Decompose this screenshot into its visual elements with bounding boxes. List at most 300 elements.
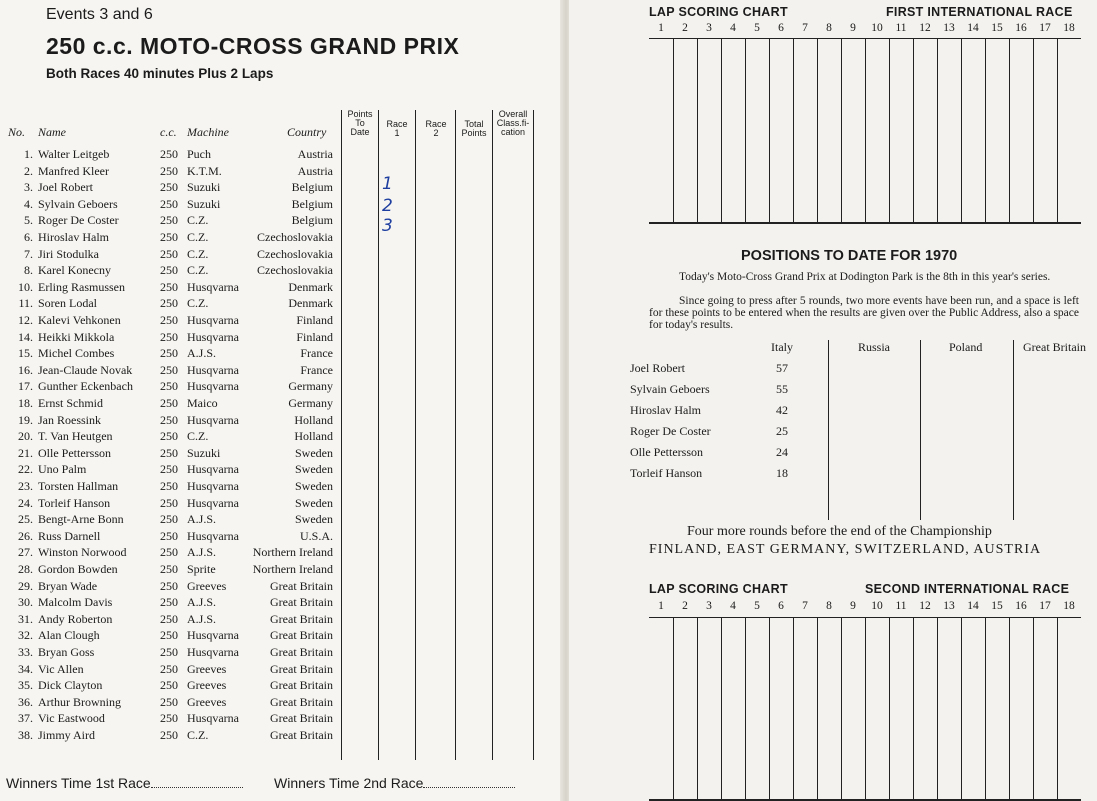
rider-number: 2. [24, 163, 33, 178]
rider-country: Great Britain [270, 645, 333, 659]
rider-country: Denmark [288, 296, 333, 311]
rider-cc: 250 [160, 545, 178, 560]
rider-row [0, 628, 340, 645]
rider-row [0, 247, 340, 264]
rider-machine: Husqvarna [187, 711, 239, 726]
rider-country: Czechoslovakia [257, 246, 333, 261]
winners-time-2nd: Winners Time 2nd Race [274, 775, 515, 791]
lap-number: 18 [1063, 22, 1075, 34]
rider-row [0, 612, 340, 629]
standings-divider [920, 340, 921, 520]
rider-number: 32. [18, 628, 33, 643]
lap-column-divider [721, 38, 722, 222]
rider-row [0, 645, 340, 662]
lap-number: 11 [895, 22, 907, 34]
events-label: Events 3 and 6 [46, 6, 153, 23]
col-race2-header: Race 2 [425, 119, 447, 138]
lap-number: 6 [778, 22, 784, 34]
rider-country: Great Britain [270, 578, 333, 593]
page-title: 250 c.c. MOTO-CROSS GRAND PRIX [46, 33, 460, 59]
lap-column-divider [673, 38, 674, 222]
rider-country: Czechoslovakia [257, 263, 333, 278]
rider-country: Finland [296, 329, 333, 344]
rider-cc: 250 [160, 313, 178, 327]
rider-number: 21. [18, 445, 33, 460]
rider-name: Malcolm Davis [38, 595, 113, 610]
rider-row [0, 695, 340, 712]
rider-name: Erling Rasmussen [38, 279, 125, 294]
rider-row [0, 230, 340, 247]
rider-cc: 250 [160, 711, 178, 726]
lap-column-divider [673, 617, 674, 799]
lap-column-divider [913, 38, 914, 222]
rider-country: U.S.A. [299, 528, 333, 543]
rider-country: Sweden [295, 462, 333, 477]
rider-machine: A.J.S. [187, 512, 217, 527]
rider-name: Olle Pettersson [38, 445, 111, 460]
rider-row [0, 562, 340, 579]
rider-machine: Husqvarna [187, 528, 239, 543]
handwritten-mark: 3 [382, 216, 393, 236]
lap-number: 7 [802, 22, 808, 34]
rider-row [0, 595, 340, 612]
rider-machine: Suzuki [187, 445, 221, 460]
rider-cc: 250 [160, 147, 178, 161]
rider-cc: 250 [160, 462, 178, 477]
rider-row [0, 662, 340, 679]
rider-row [0, 147, 340, 164]
rider-cc: 250 [160, 180, 178, 195]
col-country-header: Country [287, 125, 327, 139]
lap-number: 5 [754, 600, 760, 612]
rider-machine: Greeves [187, 694, 227, 709]
lap-number: 13 [943, 22, 955, 34]
rider-country: Germany [288, 379, 333, 394]
lap-column-divider [745, 38, 746, 222]
rider-machine: Husqvarna [187, 645, 239, 659]
standings-divider [828, 340, 829, 520]
lap-column-divider [1033, 38, 1034, 222]
rider-name: Winston Norwood [38, 545, 127, 560]
lap-number: 13 [943, 600, 955, 612]
rider-name: Torleif Hanson [38, 495, 111, 510]
rider-name: Torsten Hallman [38, 479, 119, 493]
rider-machine: C.Z. [187, 213, 209, 228]
rider-machine: C.Z. [187, 230, 209, 244]
rider-country: Great Britain [270, 711, 333, 726]
rider-machine: C.Z. [187, 263, 209, 278]
rider-row [0, 496, 340, 513]
lap-number: 16 [1015, 600, 1027, 612]
rider-name: Heikki Mikkola [38, 329, 115, 344]
rider-row [0, 579, 340, 596]
rider-cc: 250 [160, 694, 178, 709]
standing-points: 55 [776, 382, 788, 396]
rider-country: Holland [294, 412, 333, 427]
rider-machine: Greeves [187, 678, 227, 693]
rider-number: 25. [18, 512, 33, 527]
rider-name: Soren Lodal [38, 296, 97, 311]
rider-machine: C.Z. [187, 429, 209, 444]
lap-column-divider [865, 38, 866, 222]
rider-cc: 250 [160, 479, 178, 493]
rider-number: 7. [24, 246, 33, 261]
rider-cc: 250 [160, 379, 178, 394]
rider-number: 4. [24, 196, 33, 211]
rider-machine: Husqvarna [187, 628, 239, 643]
rider-name: Alan Clough [38, 628, 100, 643]
lap-number: 14 [967, 600, 979, 612]
rider-name: Manfred Kleer [38, 163, 109, 178]
lap-column-divider [721, 617, 722, 799]
intro-paragraph: Today's Moto-Cross Grand Prix at Dodington Park is the 8th in this year's series. [679, 271, 1051, 283]
standing-name: Torleif Hanson [630, 466, 703, 480]
rider-country: Great Britain [270, 595, 333, 610]
lap-number: 11 [895, 600, 907, 612]
rider-number: 18. [18, 396, 33, 410]
rider-number: 16. [18, 362, 33, 377]
rider-number: 24. [18, 495, 33, 510]
rider-name: Joel Robert [38, 180, 93, 195]
rider-cc: 250 [160, 329, 178, 344]
right-page [569, 0, 1097, 801]
lap-number: 2 [682, 22, 688, 34]
rider-number: 35. [18, 678, 33, 693]
lap-column-divider [793, 38, 794, 222]
handwritten-mark: 1 [382, 174, 393, 194]
rider-name: Uno Palm [38, 462, 87, 477]
lap-number: 18 [1063, 600, 1075, 612]
rider-machine: Husqvarna [187, 412, 239, 427]
lap-number: 7 [802, 600, 808, 612]
lap-column-divider [793, 617, 794, 799]
rider-country: France [300, 346, 333, 361]
rider-row [0, 479, 340, 496]
rider-row [0, 413, 340, 430]
rider-row [0, 363, 340, 380]
rider-name: Gunther Eckenbach [38, 379, 133, 394]
rider-name: Ernst Schmid [38, 396, 103, 410]
rider-cc: 250 [160, 728, 178, 742]
rider-country: Germany [288, 396, 333, 410]
rider-cc: 250 [160, 678, 178, 693]
lap-number: 16 [1015, 22, 1027, 34]
lap-number: 8 [826, 22, 832, 34]
rider-country: Great Britain [270, 678, 333, 693]
rider-name: Michel Combes [38, 346, 115, 361]
standing-name: Joel Robert [630, 361, 685, 375]
rider-number: 30. [18, 595, 33, 610]
rider-country: Great Britain [270, 694, 333, 709]
country-col-russia: Russia [858, 340, 891, 354]
rider-number: 12. [18, 313, 33, 327]
rider-number: 28. [18, 562, 33, 576]
lap-column-divider [985, 617, 986, 799]
country-col-italy: Italy [771, 340, 793, 354]
rider-name: Dick Clayton [38, 678, 103, 693]
rider-row [0, 462, 340, 479]
rider-machine: K.T.M. [187, 163, 222, 178]
rider-country: Sweden [295, 495, 333, 510]
col-overall-header: Overall Class.fi- cation [496, 109, 530, 137]
standing-points: 25 [776, 424, 788, 438]
rider-cc: 250 [160, 246, 178, 261]
standing-points: 57 [776, 361, 788, 375]
lap-column-divider [961, 617, 962, 799]
standing-name: Roger De Coster [630, 424, 711, 438]
rider-name: T. Van Heutgen [38, 429, 113, 444]
rider-country: Great Britain [270, 611, 333, 626]
rider-country: Sweden [295, 479, 333, 493]
rider-row [0, 545, 340, 562]
rider-name: Jimmy Aird [38, 728, 96, 742]
lap-number: 15 [991, 22, 1003, 34]
rider-number: 37. [18, 711, 33, 726]
rider-machine: A.J.S. [187, 595, 217, 610]
rider-row [0, 330, 340, 347]
rider-number: 19. [18, 412, 33, 427]
rider-name: Gordon Bowden [38, 562, 118, 576]
rider-row [0, 263, 340, 280]
rider-row [0, 197, 340, 214]
rider-name: Jiri Stodulka [38, 246, 100, 261]
rider-cc: 250 [160, 346, 178, 361]
rider-cc: 250 [160, 528, 178, 543]
rider-row [0, 280, 340, 297]
rider-row [0, 180, 340, 197]
column-divider [533, 110, 534, 760]
rider-country: Denmark [288, 279, 333, 294]
lap-chart-1-race: FIRST INTERNATIONAL RACE [886, 5, 1073, 19]
col-name-header: Name [38, 125, 66, 139]
col-machine-header: Machine [187, 125, 229, 139]
rider-machine: Husqvarna [187, 313, 239, 327]
lap-number: 9 [850, 22, 856, 34]
rider-machine: C.Z. [187, 246, 209, 261]
rider-cc: 250 [160, 362, 178, 377]
lap-column-divider [817, 617, 818, 799]
rider-number: 11. [18, 296, 33, 311]
rider-cc: 250 [160, 429, 178, 444]
rider-number: 38. [18, 728, 33, 742]
lap-number: 4 [730, 22, 736, 34]
lap-number: 3 [706, 600, 712, 612]
col-cc-header: c.c. [160, 125, 177, 139]
col-race1-header: Race 1 [386, 119, 408, 138]
rider-number: 29. [18, 578, 33, 593]
rider-row [0, 396, 340, 413]
rider-cc: 250 [160, 396, 178, 410]
col-total-points-header: Total Points [461, 119, 487, 138]
rider-country: Holland [294, 429, 333, 444]
rider-name: Bengt-Arne Bonn [38, 512, 124, 527]
rider-name: Vic Eastwood [38, 711, 105, 726]
rider-country: Belgium [291, 196, 333, 211]
rider-name: Kalevi Vehkonen [38, 313, 121, 327]
rider-country: Northern Ireland [252, 562, 333, 576]
rider-number: 10. [18, 279, 33, 294]
rider-row [0, 711, 340, 728]
column-divider [378, 110, 379, 760]
rounds-remaining-text: Four more rounds before the end of the Championship [687, 524, 992, 539]
rider-number: 31. [18, 611, 33, 626]
rider-name: Sylvain Geboers [38, 196, 118, 211]
rider-country: Sweden [295, 445, 333, 460]
rider-row [0, 213, 340, 230]
rider-cc: 250 [160, 645, 178, 659]
rider-cc: 250 [160, 196, 178, 211]
rider-cc: 250 [160, 661, 178, 676]
rider-name: Jean-Claude Novak [38, 362, 133, 377]
rider-cc: 250 [160, 230, 178, 244]
rider-name: Hiroslav Halm [38, 230, 109, 244]
blank-line [151, 775, 243, 788]
lap-number: 3 [706, 22, 712, 34]
standing-name: Hiroslav Halm [630, 403, 701, 417]
lap-number: 1 [658, 22, 664, 34]
rider-country: Belgium [291, 180, 333, 195]
lap-number: 5 [754, 22, 760, 34]
rider-machine: A.J.S. [187, 545, 217, 560]
rider-machine: Suzuki [187, 196, 221, 211]
rider-machine: Husqvarna [187, 279, 239, 294]
lap-column-divider [889, 617, 890, 799]
col-no-header: No. [8, 125, 26, 139]
rider-cc: 250 [160, 512, 178, 527]
lap-number: 4 [730, 600, 736, 612]
lap-number: 12 [919, 600, 931, 612]
standing-name: Sylvain Geboers [630, 382, 710, 396]
rider-row [0, 379, 340, 396]
column-divider [341, 110, 342, 760]
rider-country: Austria [297, 163, 333, 178]
country-col-great-britain: Great Britain [1023, 340, 1086, 354]
rider-machine: Maico [187, 396, 218, 410]
column-divider [415, 110, 416, 760]
rider-name: Arthur Browning [38, 694, 121, 709]
lap-column-divider [745, 617, 746, 799]
blank-line [423, 775, 515, 788]
lap-column-divider [769, 617, 770, 799]
note-paragraph: Since going to press after 5 rounds, two more events have been run, and a space is left for these points to be entered when the results are given over the Public Address, also a space for today's results. [649, 295, 1079, 331]
rider-name: Vic Allen [38, 661, 84, 676]
rider-row [0, 446, 340, 463]
column-divider [492, 110, 493, 760]
rider-machine: Suzuki [187, 180, 221, 195]
rider-cc: 250 [160, 445, 178, 460]
rider-number: 17. [18, 379, 33, 394]
rider-number: 15. [18, 346, 33, 361]
lap-column-divider [697, 617, 698, 799]
rider-number: 20. [18, 429, 33, 444]
rider-machine: Husqvarna [187, 329, 239, 344]
rider-name: Karel Konecny [38, 263, 111, 278]
lap-column-divider [769, 38, 770, 222]
lap-number: 6 [778, 600, 784, 612]
rider-name: Bryan Wade [38, 578, 98, 593]
winners-time-1st: Winners Time 1st Race [6, 775, 243, 791]
rider-cc: 250 [160, 163, 178, 178]
lap-column-divider [1009, 617, 1010, 799]
lap-column-divider [817, 38, 818, 222]
rider-number: 3. [24, 180, 33, 195]
lap-number: 17 [1039, 22, 1051, 34]
rider-machine: A.J.S. [187, 611, 217, 626]
lap-number: 10 [871, 600, 883, 612]
lap-number: 2 [682, 600, 688, 612]
standing-points: 18 [776, 466, 788, 480]
rider-country: Sweden [295, 512, 333, 527]
col-points-to-date-header: Points To Date [347, 109, 373, 137]
lap-column-divider [1033, 617, 1034, 799]
rider-machine: C.Z. [187, 728, 209, 742]
rider-cc: 250 [160, 213, 178, 228]
lap-number: 17 [1039, 600, 1051, 612]
lap-chart-2-title: LAP SCORING CHART [649, 582, 788, 596]
rider-machine: Husqvarna [187, 362, 239, 377]
lap-number: 1 [658, 600, 664, 612]
rider-name: Jan Roessink [38, 412, 101, 427]
rider-number: 34. [18, 661, 33, 676]
rider-cc: 250 [160, 611, 178, 626]
rider-number: 5. [24, 213, 33, 228]
rider-cc: 250 [160, 595, 178, 610]
rider-country: Great Britain [270, 628, 333, 643]
rider-country: Northern Ireland [252, 545, 333, 560]
rider-row [0, 512, 340, 529]
rider-machine: Sprite [187, 562, 216, 576]
rider-machine: Husqvarna [187, 462, 239, 477]
rider-country: France [300, 362, 333, 377]
standing-name: Olle Pettersson [630, 445, 703, 459]
lap-number: 12 [919, 22, 931, 34]
rider-row [0, 728, 340, 745]
lap-number: 9 [850, 600, 856, 612]
rider-country: Czechoslovakia [257, 230, 333, 244]
lap-number: 8 [826, 600, 832, 612]
chart-bottom-rule [649, 222, 1081, 224]
rider-number: 27. [18, 545, 33, 560]
standing-points: 42 [776, 403, 788, 417]
lap-column-divider [913, 617, 914, 799]
lap-column-divider [697, 38, 698, 222]
rider-machine: A.J.S. [187, 346, 217, 361]
rider-row [0, 346, 340, 363]
rider-name: Roger De Coster [38, 213, 119, 228]
rider-country: Austria [297, 147, 333, 161]
rider-row [0, 164, 340, 181]
rider-number: 1. [24, 147, 33, 161]
rider-machine: Greeves [187, 661, 227, 676]
rider-machine: Husqvarna [187, 479, 239, 493]
rider-row [0, 313, 340, 330]
rider-cc: 250 [160, 562, 178, 576]
rider-machine: Puch [187, 147, 211, 161]
lap-number: 15 [991, 600, 1003, 612]
lap-column-divider [937, 617, 938, 799]
lap-number: 14 [967, 22, 979, 34]
rider-name: Andy Roberton [38, 611, 113, 626]
rider-country: Finland [296, 313, 333, 327]
lap-column-divider [985, 38, 986, 222]
rider-country: Belgium [291, 213, 333, 228]
rider-machine: Husqvarna [187, 379, 239, 394]
rider-machine: C.Z. [187, 296, 209, 311]
rider-cc: 250 [160, 296, 178, 311]
rider-cc: 250 [160, 279, 178, 294]
positions-title: POSITIONS TO DATE FOR 1970 [741, 248, 958, 264]
rider-number: 23. [18, 479, 33, 493]
